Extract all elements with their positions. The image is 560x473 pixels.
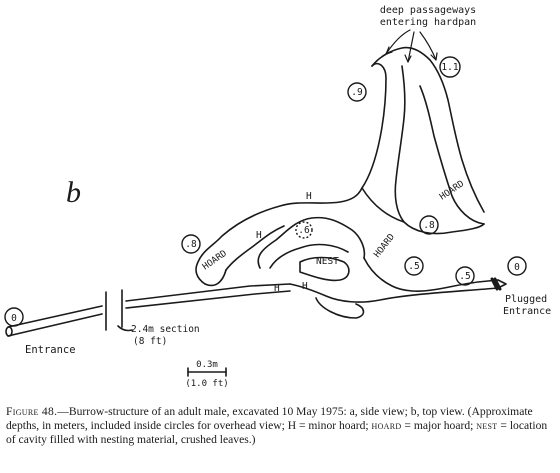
section-label-line1: 2.4m section <box>131 324 200 335</box>
scale-label-line1: 0.3m <box>196 360 218 370</box>
minor-hoard-label: H <box>256 230 262 241</box>
caption-text-part2: = major hoard; <box>401 419 477 432</box>
entrance-label: Entrance <box>25 344 76 356</box>
caption-figure-number: Figure 48. <box>6 405 58 418</box>
depth-value: .5 <box>408 261 420 272</box>
plugged-label-line1: Plugged <box>505 294 548 305</box>
caption-text-part3: = location of cavity filled with nesting material, crushed leaves.) <box>6 419 548 446</box>
nest-label: NEST <box>316 256 339 267</box>
depth-value: 1.1 <box>441 62 459 73</box>
caption-hoard-word: hoard <box>371 419 402 432</box>
caption-text-part1: —Burrow-structure of an adult male, excavated 10 May 1975: a, side view; b, top view. (Approximate depths, in meters, included inside circles for overhead view; H = minor hoard; <box>6 405 533 432</box>
depth-value: .5 <box>459 271 471 282</box>
depth-value: .8 <box>185 239 197 250</box>
figure-caption <box>6 405 554 447</box>
minor-hoard-label: H <box>302 281 308 292</box>
hoard-label: HOARD <box>438 179 467 203</box>
depth-value: 0 <box>514 262 520 273</box>
depth-value: .8 <box>423 220 435 231</box>
passage-note-line2: entering hardpan <box>379 17 477 28</box>
hoard-label: HOARD <box>372 232 398 260</box>
passage-note-line1: deep passageways <box>379 5 477 16</box>
panel-letter: b <box>66 176 81 209</box>
hoard-label: HOARD <box>200 248 229 273</box>
scale-label-line2: (1.0 ft) <box>185 379 229 389</box>
section-label-line2: (8 ft) <box>133 336 168 347</box>
east-hoard-passage <box>362 48 484 234</box>
depth-value: .6 <box>298 225 310 236</box>
minor-hoard-label: H <box>274 283 280 294</box>
plugged-entrance <box>492 279 506 289</box>
section-break <box>106 290 132 331</box>
depth-value: .9 <box>351 87 363 98</box>
minor-hoard-label: H <box>306 191 312 202</box>
depth-value: 0 <box>11 313 17 324</box>
caption-nest-word: nest <box>476 419 498 432</box>
plugged-label-line2: Entrance <box>503 306 552 317</box>
